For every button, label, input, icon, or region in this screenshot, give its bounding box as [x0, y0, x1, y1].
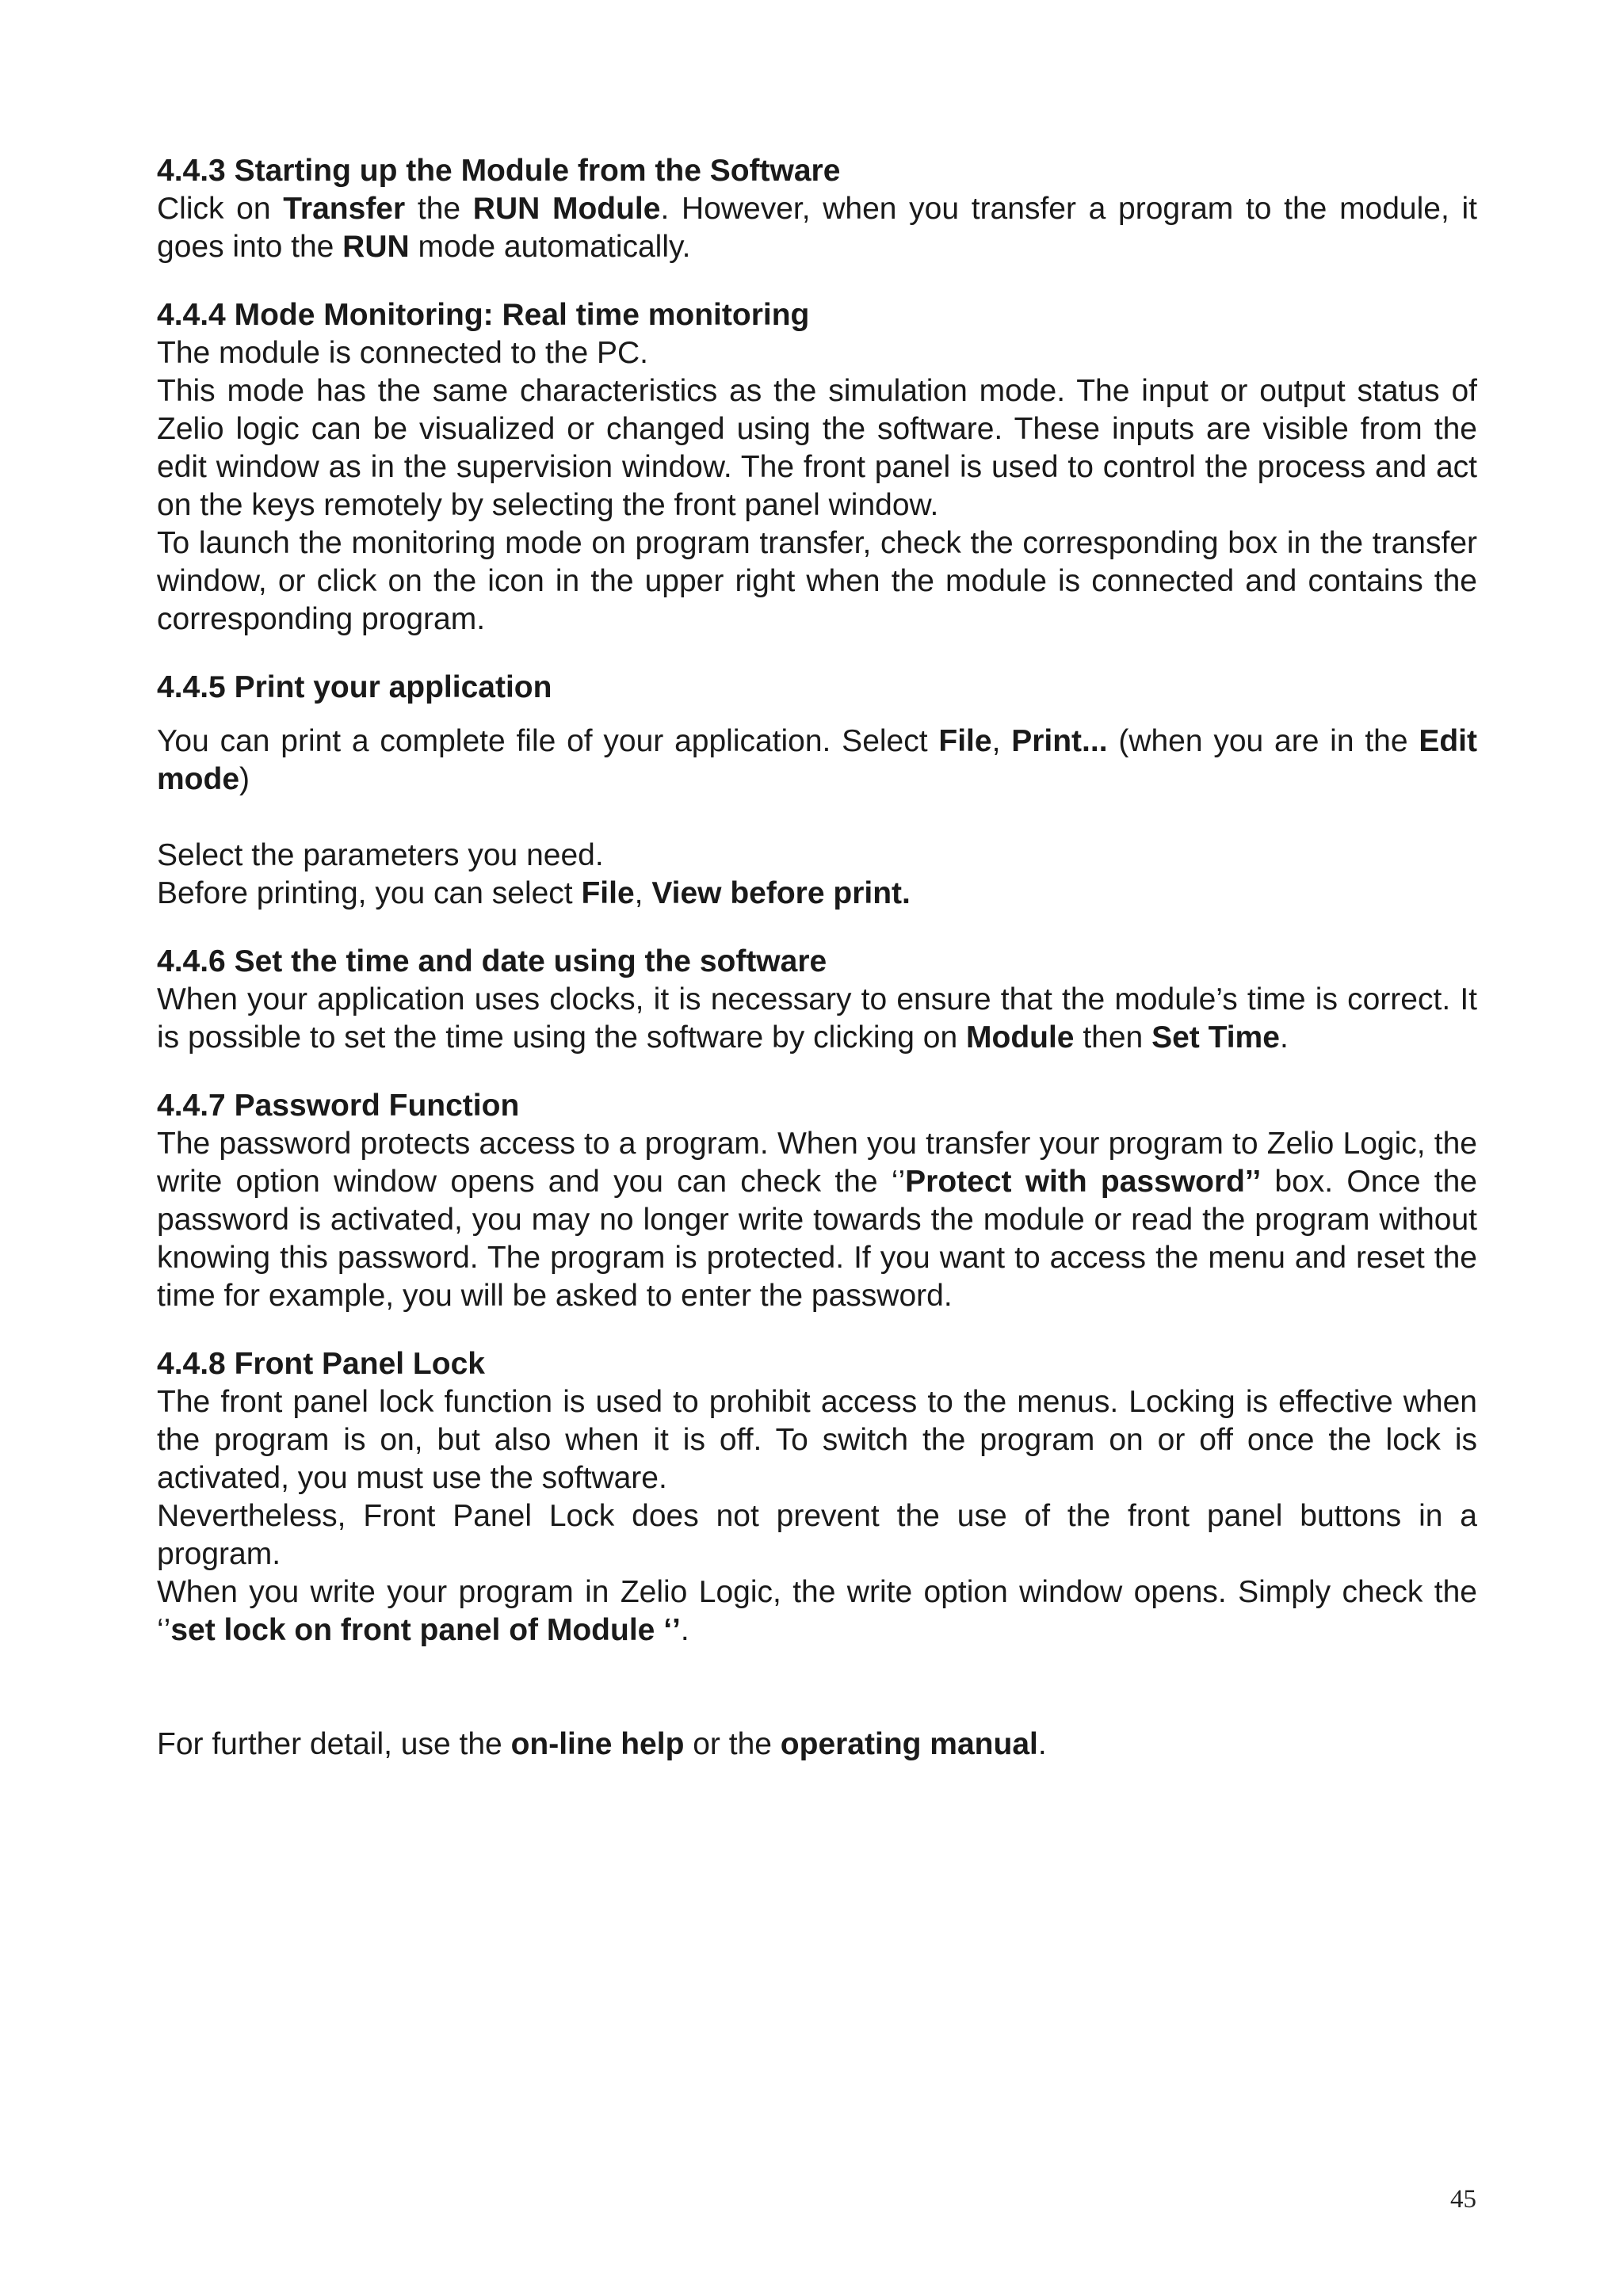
paragraph: Before printing, you can select File, View before print. [157, 876, 911, 910]
section-4-4-7 [157, 1087, 1477, 1315]
paragraph: The password protects access to a program. When you transfer your program to Zelio Logic, the write option window opens and you can check the ‘’Protect with password’’ box. Once the password is activated, you may no longer write towards the module or read the program without knowing this password. The program is protected. If you want to access the menu and reset the time for example, you will be asked to enter the password. [157, 1127, 1478, 1313]
paragraph: Click on Transfer the RUN Module. However, when you transfer a program to the module, it goes into the RUN mode automatically. [157, 192, 1478, 264]
section-4-4-4 [157, 296, 1477, 639]
section-4-4-5 [157, 669, 1477, 913]
paragraph: When your application uses clocks, it is necessary to ensure that the module’s time is correct. It is possible to set the time using the software by clicking on Module then Set Time. [157, 982, 1477, 1055]
section-4-4-8 [157, 1345, 1477, 1650]
closing-paragraph: For further detail, use the on-line help or the operating manual. [157, 1727, 1047, 1761]
paragraph: To launch the monitoring mode on program transfer, check the corresponding box in the transfer window, or click on the icon in the upper right when the module is connected and contains the corresponding program. [157, 526, 1477, 636]
section-4-4-6 [157, 943, 1477, 1057]
paragraph: This mode has the same characteristics as the simulation mode. The input or output status of Zelio logic can be visualized or changed using the software. These inputs are visible from the edit window as in the supervision window. The front panel is used to control the process and act on the keys remotely by selecting the front panel window. [157, 374, 1477, 522]
paragraph: Select the parameters you need. [157, 838, 604, 872]
paragraph: Nevertheless, Front Panel Lock does not prevent the use of the front panel buttons in a program. [157, 1499, 1477, 1571]
document-page [157, 152, 1477, 1764]
paragraph: When you write your program in Zelio Logic, the write option window opens. Simply check the ‘’set lock on front panel of Module ‘’. [157, 1575, 1477, 1647]
section-heading: 4.4.3 Starting up the Module from the Software [157, 154, 841, 188]
section-heading: 4.4.5 Print your application [157, 670, 552, 704]
section-4-4-3 [157, 152, 1477, 266]
section-heading: 4.4.4 Mode Monitoring: Real time monitoring [157, 298, 810, 332]
paragraph: The front panel lock function is used to prohibit access to the menus. Locking is effective when the program is on, but also when it is off. To switch the program on or off once the lock is activated, you must use the software. [157, 1385, 1477, 1495]
section-heading: 4.4.7 Password Function [157, 1089, 520, 1123]
paragraph: The module is connected to the PC. [157, 336, 649, 370]
page-number: 45 [1450, 2185, 1476, 2214]
paragraph: You can print a complete file of your application. Select File, Print... (when you are in the Edit mode) [157, 724, 1478, 796]
section-heading: 4.4.6 Set the time and date using the software [157, 944, 827, 978]
section-heading: 4.4.8 Front Panel Lock [157, 1347, 485, 1381]
